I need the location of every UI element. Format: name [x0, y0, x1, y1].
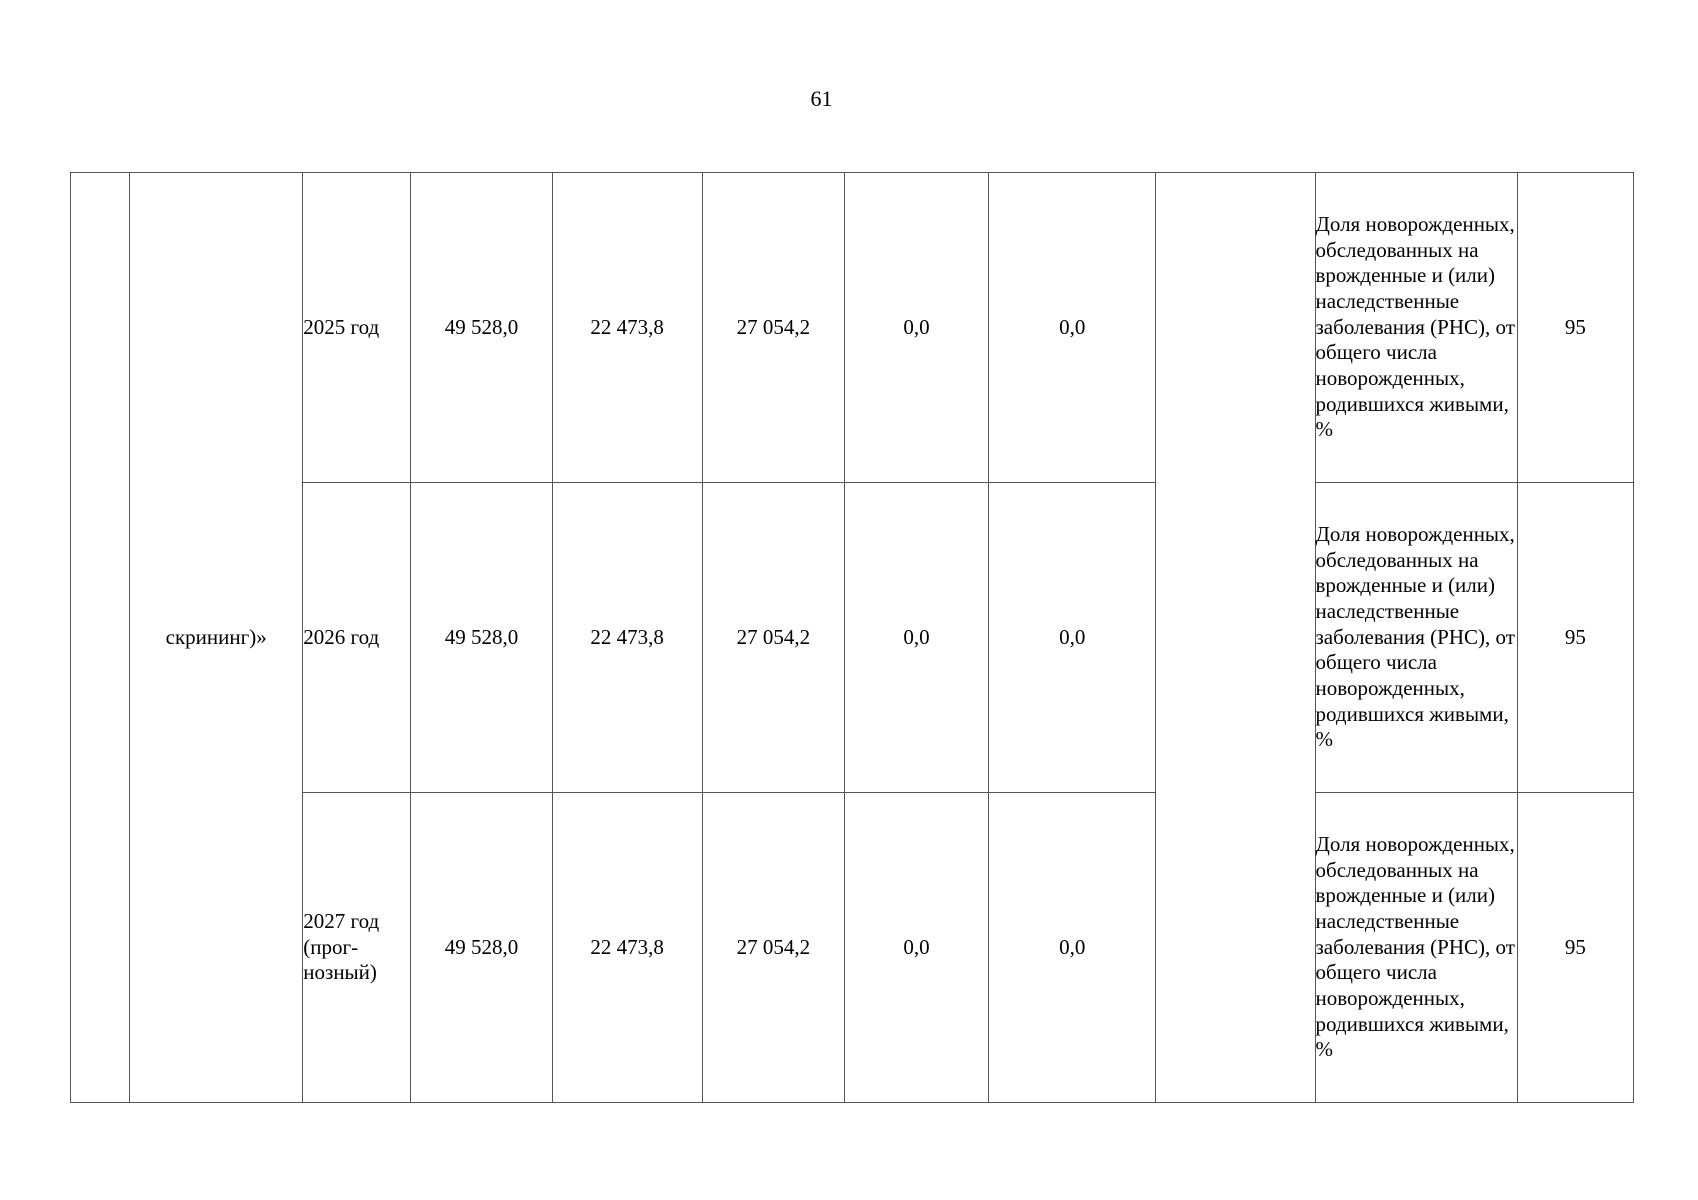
total-cell: 49 528,0 — [411, 483, 552, 793]
year-cell: 2026 год — [303, 483, 411, 793]
row-number-cell — [71, 173, 130, 1103]
federal-cell: 22 473,8 — [552, 483, 702, 793]
program-table — [70, 172, 1634, 1103]
table-row — [71, 793, 1634, 1103]
other-cell: 0,0 — [989, 173, 1156, 483]
federal-cell: 22 473,8 — [552, 173, 702, 483]
other-cell: 0,0 — [989, 793, 1156, 1103]
other-cell: 0,0 — [989, 483, 1156, 793]
indicator-cell: Доля новорожденных, обследованных на врожденные и (или) наследственные заболевания (РНС), от общего числа новорожденных, родившихся живыми, % — [1315, 483, 1517, 793]
regional-cell: 27 054,2 — [702, 793, 844, 1103]
page-number: 61 — [810, 86, 833, 111]
table-row — [71, 483, 1634, 793]
executor-cell — [1156, 173, 1315, 1103]
local-cell: 0,0 — [844, 173, 988, 483]
local-cell: 0,0 — [844, 793, 988, 1103]
indicator-cell: Доля новорожденных, обследованных на врожденные и (или) наследственные заболевания (РНС), от общего числа новорожденных, родившихся живыми, % — [1315, 173, 1517, 483]
table-row — [71, 173, 1634, 483]
year-cell: 2027 год (прог-нозный) — [303, 793, 411, 1103]
local-cell: 0,0 — [844, 483, 988, 793]
total-cell: 49 528,0 — [411, 173, 552, 483]
indicator-value-cell: 95 — [1517, 793, 1633, 1103]
program-name-cell: скрининг)» — [130, 173, 303, 1103]
total-cell: 49 528,0 — [411, 793, 552, 1103]
indicator-cell: Доля новорожденных, обследованных на врожденные и (или) наследственные заболевания (РНС), от общего числа новорожденных, родившихся живыми, % — [1315, 793, 1517, 1103]
regional-cell: 27 054,2 — [702, 173, 844, 483]
indicator-value-cell: 95 — [1517, 483, 1633, 793]
year-cell: 2025 год — [303, 173, 411, 483]
regional-cell: 27 054,2 — [702, 483, 844, 793]
indicator-value-cell: 95 — [1517, 173, 1633, 483]
federal-cell: 22 473,8 — [552, 793, 702, 1103]
